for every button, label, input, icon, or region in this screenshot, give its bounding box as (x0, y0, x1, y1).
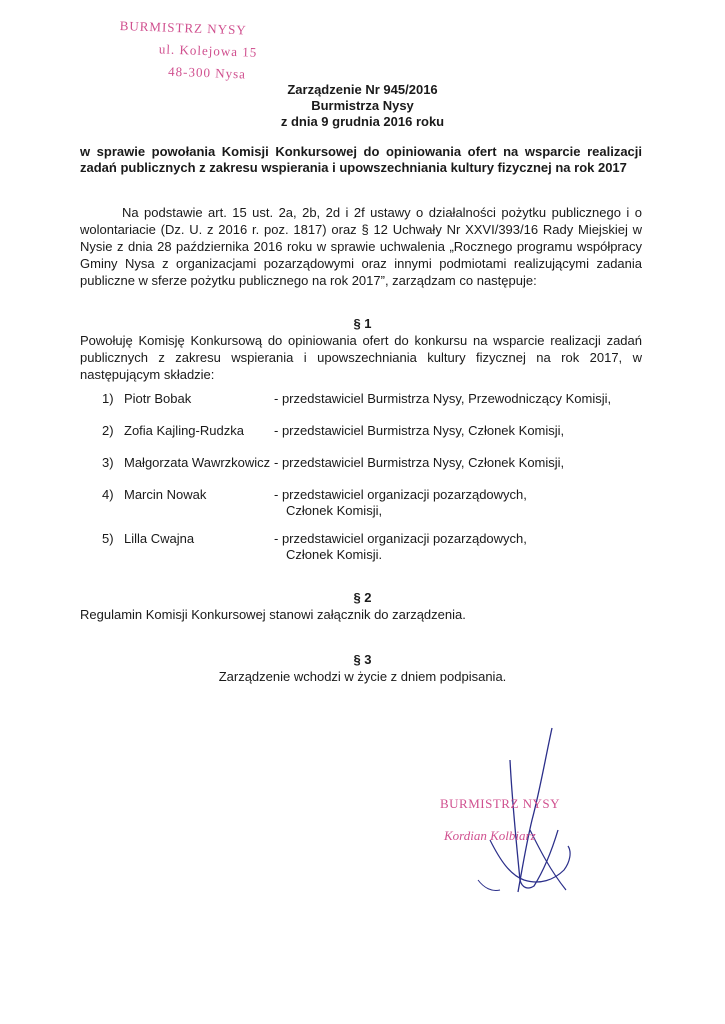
member-role: - przedstawiciel organizacji pozarządowych, (274, 487, 527, 502)
stamp-line-3: 48-300 Nysa (167, 63, 247, 82)
member-number: 2) (102, 423, 114, 438)
member-role-continued: Członek Komisji, (286, 503, 383, 518)
member-role: - przedstawiciel Burmistrza Nysy, Członek Komisji, (274, 423, 565, 438)
section-3-mark: § 3 (353, 652, 372, 667)
legal-basis: Na podstawie art. 15 ust. 2a, 2b, 2d i 2f ustawy o działalności pożytku publicznego i o wolontariacie (Dz. U. z 2016 r. poz. 1817) oraz § 12 Uchwały Nr XXVI/393/16 Rady Miejskiej w Nysie z dnia 28 października 2016 roku w sprawie uchwalenia „Rocznego programu współpracy Gminy Nysa z organizacjami pozarządowymi oraz innymi podmiotami realizującymi zadania publiczne w sferze pożytku publicznego na rok 2017”, zarządzam co następuje: (80, 205, 642, 288)
member-role: - przedstawiciel Burmistrza Nysy, Przewodniczący Komisji, (274, 391, 612, 406)
document-date: z dnia 9 grudnia 2016 roku (280, 114, 445, 129)
member-role: - przedstawiciel Burmistrza Nysy, Członek Komisji, (274, 455, 565, 470)
signature-stamp-name: Kordian Kolbiarz (444, 828, 536, 843)
member-number: 4) (102, 487, 114, 502)
section-3-text: Zarządzenie wchodzi w życie z dniem podpisania. (218, 669, 507, 684)
section-2-mark: § 2 (353, 590, 372, 605)
member-role-continued: Członek Komisji. (286, 547, 383, 562)
member-name: Małgorzata Wawrzkowicz (124, 455, 271, 470)
document-issuer: Burmistrza Nysy (311, 98, 414, 113)
member-name: Lilla Cwajna (124, 531, 195, 546)
member-name: Zofia Kajling-Rudzka (124, 423, 244, 438)
section-1-mark: § 1 (353, 316, 372, 331)
signature-stamp-title: BURMISTRZ NYSY (440, 796, 561, 811)
member-role: - przedstawiciel organizacji pozarządowych, (274, 531, 527, 546)
stamp-line-2: ul. Kolejowa 15 (158, 41, 258, 60)
stamp-line-1: BURMISTRZ NYSY (119, 18, 247, 38)
section-1-text: Powołuję Komisję Konkursową do opiniowania ofert do konkursu na wsparcie realizacji zadań publicznych z zakresu wspierania i upowszechniania kultury fizycznej na rok 2017, w następującym składzie: (80, 333, 642, 382)
section-2-text: Regulamin Komisji Konkursowej stanowi załącznik do zarządzenia. (80, 607, 466, 622)
member-number: 3) (102, 455, 114, 470)
document-title: Zarządzenie Nr 945/2016 (287, 82, 438, 97)
document-subject: w sprawie powołania Komisji Konkursowej do opiniowania ofert na wsparcie realizacji zadań publicznych z zakresu wspierania i upowszechniania kultury fizycznej na rok 2017 (80, 144, 642, 175)
member-number: 5) (102, 531, 114, 546)
member-name: Piotr Bobak (124, 391, 192, 406)
member-number: 1) (102, 391, 114, 406)
member-name: Marcin Nowak (124, 487, 207, 502)
